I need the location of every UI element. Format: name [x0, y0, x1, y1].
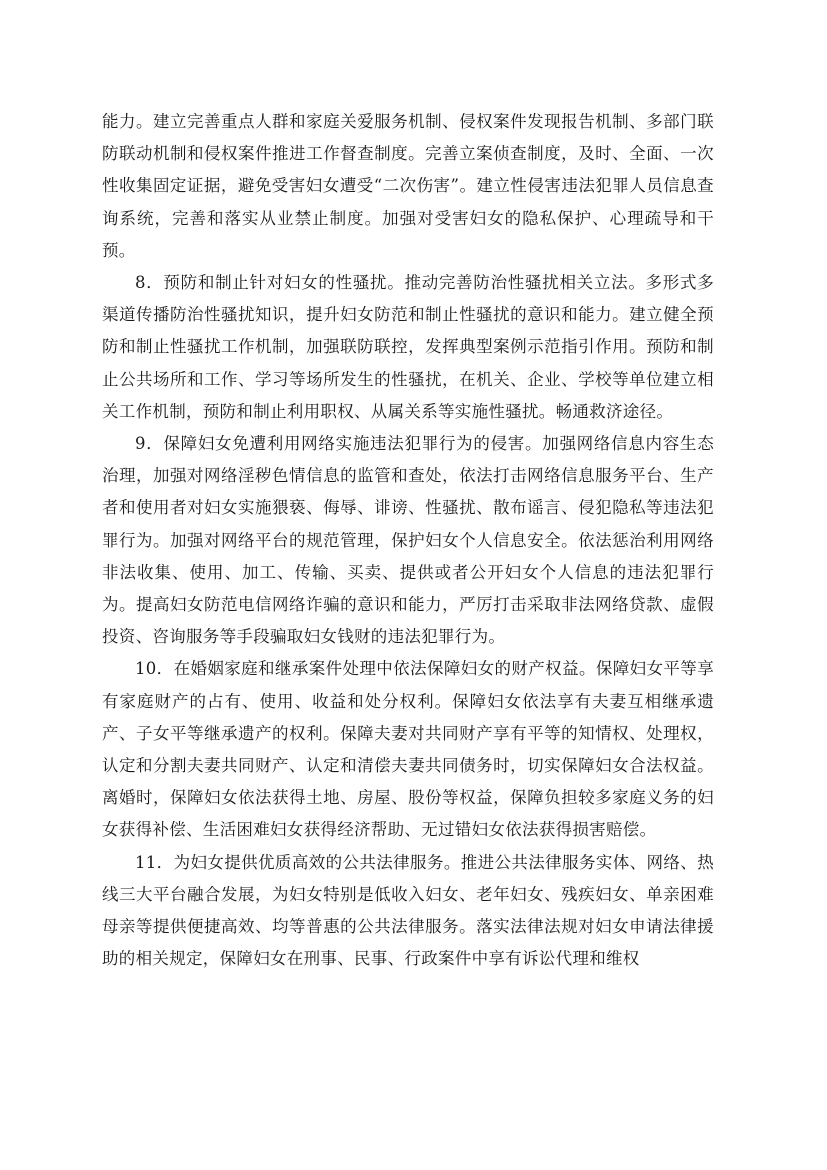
paragraph-item-10: 10．在婚姻家庭和继承案件处理中依法保障妇女的财产权益。保障妇女平等享有家庭财产的占有、使用、收益和处分权利。保障妇女依法享有夫妻互相继承遗产、子女平等继承遗产的权利。保障夫妻对共同财产享有平等的知情权、处理权，认定和分割夫妻共同财产、认定和清偿夫妻共同债务时，切实保障妇女合法权益。离婚时，保障妇女依法获得土地、房屋、股份等权益，保障负担较多家庭义务的妇女获得补偿、生活困难妇女获得经济帮助、无过错妇女依法获得损害赔偿。: [102, 659, 714, 840]
paragraph-continuation: 能力。建立完善重点人群和家庭关爱服务机制、侵权案件发现报告机制、多部门联防联动机制和侵权案件推进工作督查制度。完善立案侦查制度，及时、全面、一次性收集固定证据，避免受害妇女遭受“二次伤害”。建立性侵害违法犯罪人员信息查询系统，完善和落实从业禁止制度。加强对受害妇女的隐私保护、心理疏导和干预。: [102, 112, 714, 260]
paragraph-item-11: 11．为妇女提供优质高效的公共法律服务。推进公共法律服务实体、网络、热线三大平台融合发展，为妇女特别是低收入妇女、老年妇女、残疾妇女、单亲困难母亲等提供便捷高效、均等普惠的公共法律服务。落实法律法规对妇女申请法律援助的相关规定，保障妇女在刑事、民事、行政案件中享有诉讼代理和维权: [102, 852, 714, 969]
paragraph-item-8: 8．预防和制止针对妇女的性骚扰。推动完善防治性骚扰相关立法。多形式多渠道传播防治性骚扰知识，提升妇女防范和制止性骚扰的意识和能力。建立健全预防和制止性骚扰工作机制，加强联防联控，发挥典型案例示范指引作用。预防和制止公共场所和工作、学习等场所发生的性骚扰，在机关、企业、学校等单位建立相关工作机制，预防和制止利用职权、从属关系等实施性骚扰。畅通救济途径。: [102, 273, 714, 421]
paragraph-item-9: 9．保障妇女免遭利用网络实施违法犯罪行为的侵害。加强网络信息内容生态治理，加强对网络淫秽色情信息的监管和查处，依法打击网络信息服务平台、生产者和使用者对妇女实施猥亵、侮辱、诽谤、性骚扰、散布谣言、侵犯隐私等违法犯罪行为。加强对网络平台的规范管理，保护妇女个人信息安全。依法惩治利用网络非法收集、使用、加工、传输、买卖、提供或者公开妇女个人信息的违法犯罪行为。提高妇女防范电信网络诈骗的意识和能力，严厉打击采取非法网络贷款、虚假投资、咨询服务等手段骗取妇女钱财的违法犯罪行为。: [102, 434, 714, 647]
document-body: [102, 106, 714, 975]
